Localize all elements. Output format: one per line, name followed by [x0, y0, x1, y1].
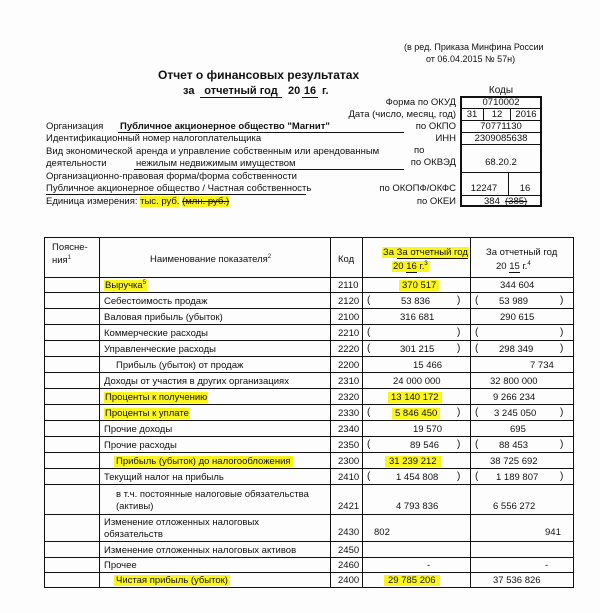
legal-form-value: Публичное акционерное общество / Частная собственность [46, 183, 312, 194]
row-code: 2310 [338, 376, 360, 387]
col-name-header: Наименование показателя$^2$ [150, 254, 272, 266]
okud-value: 0710002 [482, 97, 520, 108]
row-current-paren-open: ( [367, 343, 371, 354]
row-name: Прочие расходы [104, 440, 177, 451]
row-current: 5 846 450 [392, 408, 440, 419]
row-code: 2340 [338, 424, 360, 435]
activity-label-2: деятельности [46, 158, 107, 169]
date-month: 12 [491, 109, 503, 120]
row-current: 15 466 [413, 360, 443, 371]
row-name-line2: обязательств [104, 529, 163, 540]
row-current: 301 215 [400, 344, 435, 355]
row-prev: 7 734 [530, 360, 554, 371]
row-prev-paren-close: ) [560, 439, 564, 450]
row-prev-paren-open: ( [475, 327, 479, 338]
row-current-paren-open: ( [367, 439, 371, 450]
row-name: Текущий налог на прибыль [104, 472, 224, 483]
row-prev: 53 989 [499, 296, 529, 307]
row-name-line1: в т.ч. постоянные налоговые обязательства [116, 489, 309, 500]
row-current-paren-close: ) [457, 471, 461, 482]
col-current-header-2: 20 16 г.$^3$ [393, 261, 428, 273]
okved-value: 68.20.2 [485, 157, 517, 168]
inn-label: ИНН [435, 133, 456, 144]
row-prev: 37 536 826 [493, 575, 541, 586]
row-prev-paren-open: ( [475, 471, 479, 482]
okopf-label: по ОКОПФ/ОКФС [379, 183, 456, 194]
row-prev: 695 [510, 424, 526, 435]
row-prev: - [545, 560, 549, 571]
row-current: 53 836 [401, 296, 431, 307]
col-code-header: Код [338, 254, 355, 265]
row-name: Управленческие расходы [104, 344, 216, 355]
row-prev: 298 349 [499, 344, 534, 355]
date-label: Дата (число, месяц, год) [348, 109, 456, 120]
row-prev: 3 245 050 [494, 408, 537, 419]
row-current: 370 517 [399, 280, 439, 291]
row-prev: 88 453 [499, 440, 529, 451]
row-current: - [427, 560, 431, 571]
row-code: 2120 [338, 296, 360, 307]
row-name-line1: Изменение отложенных налоговых [104, 517, 260, 528]
row-code: 2421 [338, 501, 360, 512]
row-name: Прочие доходы [104, 424, 173, 435]
row-current: 29 785 206 [384, 575, 440, 586]
row-code: 2450 [338, 545, 360, 556]
row-current-paren-close: ) [457, 439, 461, 450]
row-current: 24 000 000 [393, 376, 441, 387]
org-value: Публичное акционерное общество "Магнит" [120, 121, 330, 132]
row-code: 2330 [338, 408, 360, 419]
row-name: Проценты к получению [105, 392, 208, 403]
report-year: 16 [303, 85, 317, 97]
row-prev-paren-open: ( [475, 407, 479, 418]
report-year-suffix: г. [322, 85, 329, 97]
col-current-header-1: За За отчетный год [383, 247, 468, 258]
row-prev-paren-close: ) [560, 327, 564, 338]
row-current-paren-close: ) [457, 327, 461, 338]
row-current: 802 [374, 527, 390, 538]
edition-note-line1: (в ред. Приказа Минфина России [404, 42, 544, 52]
activity-value-1: аренда и управление собственным или арендованным [136, 146, 380, 157]
row-code: 2320 [338, 392, 360, 403]
row-name: Проценты к уплате [105, 408, 189, 419]
row-prev: 290 615 [500, 312, 535, 323]
row-prev-paren-open: ( [475, 343, 479, 354]
row-name: Себестоимость продаж [104, 296, 208, 307]
date-year: 2016 [515, 109, 537, 120]
row-current: 89 546 [410, 440, 440, 451]
row-code: 2400 [338, 575, 360, 586]
row-current: 4 793 836 [396, 501, 439, 512]
row-code: 2430 [338, 527, 360, 538]
row-name: Изменение отложенных налоговых активов [104, 545, 297, 556]
row-prev: 941 [545, 527, 561, 538]
row-current: 31 239 212 [385, 456, 441, 467]
row-name: Прибыль (убыток) до налогообложения [116, 456, 291, 467]
row-name: Чистая прибыль (убыток) [116, 575, 228, 586]
row-current-paren-open: ( [367, 295, 371, 306]
okei-label: по ОКЕИ [416, 196, 456, 207]
row-prev: 32 800 000 [490, 376, 538, 387]
row-prev-paren-open: ( [475, 439, 479, 450]
col-prev-header-2: 20 15 г.$^4$ [496, 261, 531, 273]
unit-label: Единица измерения: тыс. руб. (млн. руб.) [46, 196, 230, 207]
row-name: Выручка$^5$ [105, 280, 147, 292]
col-note-header: Поясне-ния$^1$ [52, 242, 88, 267]
row-name-line2: (активы) [116, 501, 154, 512]
row-prev: 9 266 234 [493, 392, 536, 403]
row-current-paren-open: ( [367, 407, 371, 418]
row-prev-paren-close: ) [560, 471, 564, 482]
okved-label-prefix: по [414, 145, 425, 156]
edition-note-line2: от 06.04.2015 № 57н) [426, 54, 516, 64]
row-prev-paren-open: ( [475, 295, 479, 306]
row-name: Коммерческие расходы [104, 328, 209, 339]
inn-value: 2309085638 [474, 133, 528, 144]
row-prev: 1 189 807 [496, 472, 539, 483]
row-current-paren-close: ) [457, 295, 461, 306]
row-current: 19 570 [413, 424, 443, 435]
row-code: 2200 [338, 360, 360, 371]
row-current: 316 681 [400, 312, 435, 323]
tin-label: Идентификационный номер налогоплательщика [46, 133, 262, 144]
row-code: 2210 [338, 328, 360, 339]
row-name: Доходы от участия в других организациях [104, 376, 289, 387]
okopf-value: 12247 [470, 183, 498, 194]
date-day: 31 [466, 109, 478, 120]
row-code: 2100 [338, 312, 360, 323]
activity-label-1: Вид экономической [46, 146, 133, 157]
row-code: 2300 [338, 456, 360, 467]
activity-value-2: нежилым недвижимым имуществом [136, 158, 296, 169]
row-name: Прочее [104, 560, 137, 571]
codes-header: Коды [488, 85, 514, 96]
row-name: Валовая прибыль (убыток) [104, 312, 223, 323]
row-current: 13 140 172 [388, 392, 442, 403]
row-code: 2460 [338, 560, 360, 571]
row-current-paren-close: ) [457, 343, 461, 354]
okfs-value: 16 [519, 183, 531, 194]
okei-old-value: (385) [505, 196, 528, 207]
okpo-value: 70771130 [480, 121, 522, 132]
row-prev: 38 725 692 [490, 456, 538, 467]
row-current-paren-open: ( [367, 471, 371, 482]
row-prev: 6 556 272 [493, 501, 536, 512]
row-code: 2220 [338, 344, 360, 355]
col-prev-header-1: За отчетный год [486, 247, 558, 258]
okved-label: по ОКВЭД [410, 157, 456, 168]
unit-old: (млн. руб.) [182, 196, 230, 207]
row-prev-paren-close: ) [560, 343, 564, 354]
row-current-paren-open: ( [367, 327, 371, 338]
okei-value: 384 [484, 196, 500, 207]
okud-label: Форма по ОКУД [385, 97, 456, 108]
row-prev-paren-close: ) [560, 295, 564, 306]
row-code: 2350 [338, 440, 360, 451]
report-title: Отчет о финансовых результатах [158, 68, 360, 82]
row-code: 2110 [338, 280, 359, 291]
report-year-prefix: 20 [288, 85, 301, 97]
okpo-label: по ОКПО [415, 121, 456, 132]
row-current-paren-close: ) [457, 407, 461, 418]
legal-form-label: Организационно-правовая форма/форма собственности [46, 171, 297, 182]
unit-value: тыс. руб. [140, 196, 180, 207]
row-prev-paren-close: ) [560, 407, 564, 418]
row-prev: 344 604 [500, 280, 535, 291]
report-for: за [183, 85, 195, 97]
row-name: Прибыль (убыток) от продаж [116, 360, 244, 371]
report-period: отчетный год [200, 85, 282, 98]
org-label: Организация [46, 121, 104, 132]
row-code: 2410 [338, 472, 360, 483]
row-current: 1 454 808 [396, 472, 439, 483]
